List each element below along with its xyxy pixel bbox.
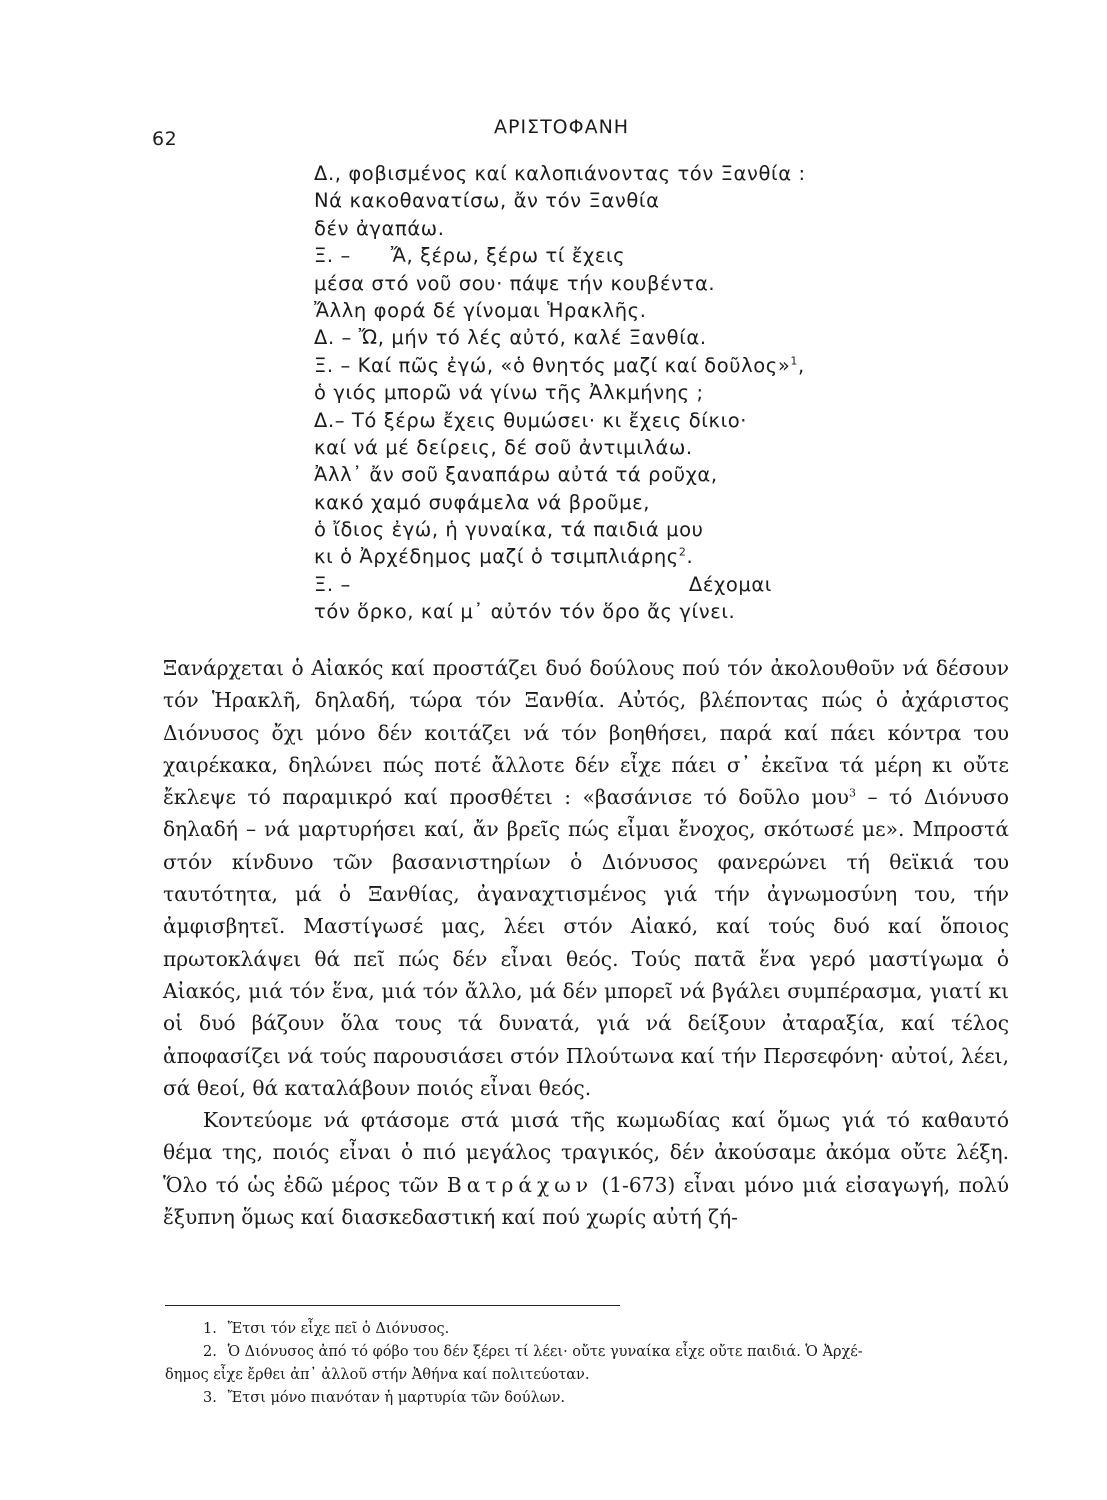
verse-line bbox=[314, 379, 874, 406]
verse-text: Ἄ, ξέρω, ξέρω τί ἔχεις bbox=[390, 244, 626, 268]
footnote-text: Ὁ Διόνυσος ἀπό τό φόβο του δέν ξέρει τί λέει· οὔτε γυναίκα εἶχε οὔτε παιδιά. Ὁ Ἀρχέ- bbox=[227, 1344, 863, 1360]
footnote-marker: 1 bbox=[790, 354, 798, 368]
verse-line bbox=[314, 215, 874, 242]
verse-line bbox=[314, 516, 874, 543]
verse-text: Ἄλλη φορά δέ γίνομαι Ἡρακλῆς. bbox=[314, 298, 647, 322]
verse-text: Δέχομαι bbox=[688, 572, 773, 596]
verse-line bbox=[314, 571, 874, 598]
footnote-marker: 2 bbox=[678, 545, 687, 559]
speaker-label: Ξ. – bbox=[314, 572, 351, 596]
verse-text: καί νά μέ δείρεις, δέ σοῦ ἀντιμιλάω. bbox=[314, 435, 693, 459]
verse-line bbox=[314, 434, 874, 461]
page-number: 62 bbox=[152, 128, 178, 150]
play-title: Βατράχων bbox=[446, 1172, 593, 1197]
verse-line bbox=[314, 187, 874, 214]
verse-text: Δ., φοβισμένος καί καλοπιάνοντας τόν Ξανθία : bbox=[314, 162, 806, 185]
footnote-2 bbox=[165, 1341, 1015, 1364]
paragraph-text: (1-673) εἶναι μόνο μιά εἰσαγωγή, πολύ ἔξυπνη ὅμως καί διασκεδαστική καί πού χωρίς αὐτή ζή- bbox=[163, 1172, 1009, 1230]
verse-dialogue bbox=[314, 160, 874, 626]
verse-text: , bbox=[798, 353, 805, 377]
verse-line bbox=[314, 297, 874, 324]
verse-text: . bbox=[686, 545, 694, 569]
verse-line bbox=[314, 270, 874, 297]
running-head: ΑΡΙΣΤΟΦΑΝΗ bbox=[494, 116, 630, 138]
verse-text: Δ. – Ὤ, μήν τό λές αὐτό, καλέ Ξανθία. bbox=[314, 326, 707, 350]
verse-text: ὁ γιός μπορῶ νά γίνω τῆς Ἀλκμήνης ; bbox=[314, 381, 704, 405]
footnote-text: Ἔτσι μόνο πιανόταν ἡ μαρτυρία τῶν δούλων. bbox=[227, 1390, 566, 1406]
verse-text: Ἀλλ᾽ ἄν σοῦ ξαναπάρω αὐτά τά ροῦχα, bbox=[314, 463, 718, 487]
verse-text: κακό χαμό συφάμελα νά βροῦμε, bbox=[314, 490, 651, 514]
prose-commentary bbox=[163, 652, 1009, 1233]
paragraph-text: – τό Διόνυσο δηλαδή – νά μαρτυρήσει καί, ἄν βρεῖς πώς εἶμαι ἔνοχος, σκότωσέ με». Μπροστά στόν κίνδυνο τῶν βασανιστηρίων ὁ Διόνυσος φανερώνει τή θεϊκιά του ταυτότητα, μά ὁ Ξανθίας, ἀγαναχτισμένος γιά τήν ἀγνωμοσύνη του, τήν ἀμφισβητεῖ. Μαστίγωσέ μας, λέει στόν Αἰακό, καί τούς δυό καί ὅποιος πρωτοκλάψει θά πεῖ πώς δέν εἶναι θεός. Τούς πατᾶ ἕνα γερό μαστίγωμα ὁ Αἰακός, μιά τόν ἕνα, μιά τόν ἄλλο, μά δέν μπορεῖ νά βγάλει συμπέρασμα, γιατί κι οἱ δυό βάζουν ὅλα τους τά δυνατά, γιά νά δείξουν ἀταραξία, καί τέλος ἀποφασίζει νά τούς παρουσιάσει στόν Πλούτωνα καί τήν Περσεφόνη· αὐτοί, λέει, σά θεοί, θά καταλάβουν ποιός εἶναι θεός. bbox=[163, 785, 1009, 1100]
verse-line bbox=[314, 352, 874, 379]
verse-text: Δ.– Τό ξέρω ἔχεις θυμώσει· κι ἔχεις δίκιο· bbox=[314, 408, 748, 432]
verse-text: ὁ ἴδιος ἐγώ, ἡ γυναίκα, τά παιδιά μου bbox=[314, 518, 704, 542]
paragraph bbox=[163, 652, 1009, 1104]
footnote-divider bbox=[165, 1305, 620, 1306]
footnote-2-continuation bbox=[165, 1364, 1015, 1387]
paragraph-text: Κοντεύομε νά φτάσομε στά μισά τῆς κωμωδίας καί ὅμως γιά τό καθαυτό θέμα της, ποιός εἶναι ὁ πιό μεγάλος τραγικός, δέν ἀκούσαμε ἀκόμα οὔτε λέξη. Ὅλο τό ὡς ἐδῶ μέρος τῶν bbox=[163, 1108, 1009, 1197]
verse-text: Ξ. – Καί πῶς ἐγώ, «ὁ θνητός μαζί καί δοῦλος» bbox=[314, 353, 791, 377]
footnote-marker: 3 bbox=[848, 786, 856, 800]
footnote-1 bbox=[165, 1318, 1015, 1341]
verse-line bbox=[314, 489, 874, 516]
footnote-number: 2. bbox=[203, 1344, 217, 1360]
verse-text: μέσα στό νοῦ σου· πάψε τήν κουβέντα. bbox=[314, 271, 716, 295]
paragraph bbox=[163, 1104, 1009, 1233]
footnote-number: 3. bbox=[203, 1390, 217, 1406]
verse-text: τόν ὅρκο, καί μ᾽ αὐτόν τόν ὅρο ἄς γίνει. bbox=[314, 600, 736, 624]
verse-line bbox=[314, 461, 874, 488]
verse-line bbox=[314, 160, 874, 187]
verse-line bbox=[314, 543, 874, 570]
paragraph-text: Ξανάρχεται ὁ Αἰακός καί προστάζει δυό δούλους πού τόν ἀκολουθοῦν νά δέσουν τόν Ἡρακλῆ, δηλαδή, τώρα τόν Ξανθία. Αὐτός, βλέποντας πώς ὁ ἀχάριστος Διόνυσος ὄχι μόνο δέν κοιτάζει νά τόν βοηθήσει, παρά καί πάει κόντρα του χαιρέκακα, δηλώνει πώς ποτέ ἄλλοτε δέν εἶχε πάει σ᾽ ἐκεῖνα τά μέρη κι οὔτε ἔκλεψε τό παραμικρό καί προσθέτει : «βασάνισε τό δοῦλο μου bbox=[163, 656, 1009, 810]
footnote-3 bbox=[165, 1387, 1015, 1410]
footnote-text: δημος εἶχε ἔρθει ἀπ᾽ ἀλλοῦ στήν Ἀθήνα καί πολιτεύοταν. bbox=[165, 1367, 590, 1383]
footnote-number: 1. bbox=[203, 1321, 217, 1337]
verse-line bbox=[314, 324, 874, 351]
verse-line bbox=[314, 407, 874, 434]
verse-line bbox=[314, 242, 874, 269]
footnote-text: Ἔτσι τόν εἶχε πεῖ ὁ Διόνυσος. bbox=[227, 1321, 450, 1337]
verse-text: Νά κακοθανατίσω, ἄν τόν Ξανθία bbox=[314, 189, 660, 213]
verse-text: κι ὁ Ἀρχέδημος μαζί ὁ τσιμπλιάρης bbox=[314, 545, 679, 569]
footnotes bbox=[165, 1318, 1015, 1410]
speaker-label: Ξ. – bbox=[314, 244, 351, 268]
verse-line bbox=[314, 598, 874, 625]
verse-text: δέν ἀγαπάω. bbox=[314, 216, 445, 240]
